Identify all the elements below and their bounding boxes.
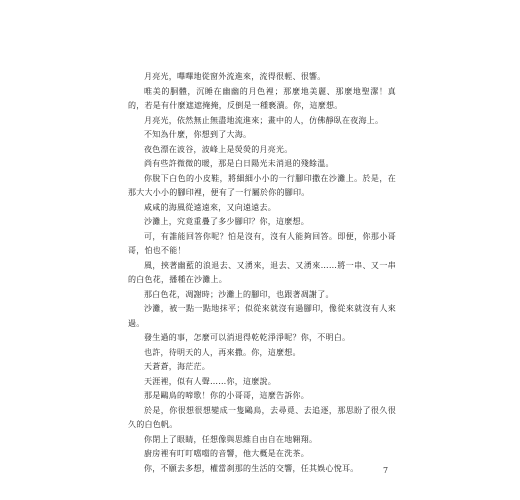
page-body [128,70,396,476]
paragraph: 廚房裡有叮叮噹噹的音響，他大概是在洗茶。 [144,449,309,458]
paragraph: 沙灘上，究竟重疊了多少腳印？你，這麼想。 [144,217,309,226]
paragraph: 你閉上了眼睛，任想像與思維自由自在地翱翔。 [144,434,318,444]
paragraph: 發生過的事，怎麼可以消退得乾乾淨淨呢？你，不明白。 [144,333,351,342]
paragraph: 咸咸的海風從遠遠來，又向遠遠去。 [144,202,276,212]
paragraph: 也許，待明天的人，再來撒。你，這麼想。 [144,347,301,357]
paragraph: 那白色花，凋謝時；沙灘上的腳印，也跟著凋謝了。 [144,289,334,299]
paragraph: 風，挾著幽藍的浪退去、又湧來，退去、又湧來……將一串、又一串的白色花，播種在沙灘上。 [128,260,396,284]
paragraph: 唯美的胴體，沉睡在幽幽的月色裡；那麼地美麗、那麼地聖潔！真的，若是有什麼遮遮掩掩，反倒是一種褻瀆。你，這麼想。 [128,86,396,110]
paragraph: 於是，你很想很想變成一隻鷗鳥，去尋覓、去追逐，那思盼了很久很久的白色帆。 [128,405,396,429]
paragraph: 天蒼蒼，海茫茫。 [144,362,210,371]
paragraph: 那是鷗鳥的啼歌！你的小哥哥，這麼告訴你。 [144,391,309,400]
paragraph: 月亮光，依然無止無盡地流進來；畫中的人，仿佛靜臥在夜海上。 [144,115,384,125]
paragraph: 你，不願去多想，權當刹那的生活的交響，任其娛心悅耳。 [144,463,359,473]
paragraph: 尚有些許微微的暖，那是白日陽光未消退的殘餘溫。 [144,159,334,168]
page-number: 7 [383,466,389,475]
paragraph: 你脫下白色的小皮鞋，將細細小小的一行腳印撒在沙灘上。於是，在那大大小小的腳印裡，便有了一行屬於你的腳印。 [128,173,396,197]
paragraph: 月亮光，嗶嗶地從窗外流進來，流得很輕、很響。 [144,72,326,81]
paragraph: 沙灘，被一點一點地抹平；似從來就沒有過腳印，像從來就沒有人來過。 [128,304,396,328]
paragraph: 天涯裡，似有人聲……你，這麼說。 [144,376,276,386]
paragraph: 可，有誰能回答你呢？怕是沒有，沒有人能夠回答。即便，你那小哥哥，怕也不能！ [128,231,396,255]
paragraph: 不知為什麼，你想到了大海。 [144,130,252,139]
paragraph: 夜色漂在波谷，波峰上是熒熒的月亮光。 [144,144,293,154]
